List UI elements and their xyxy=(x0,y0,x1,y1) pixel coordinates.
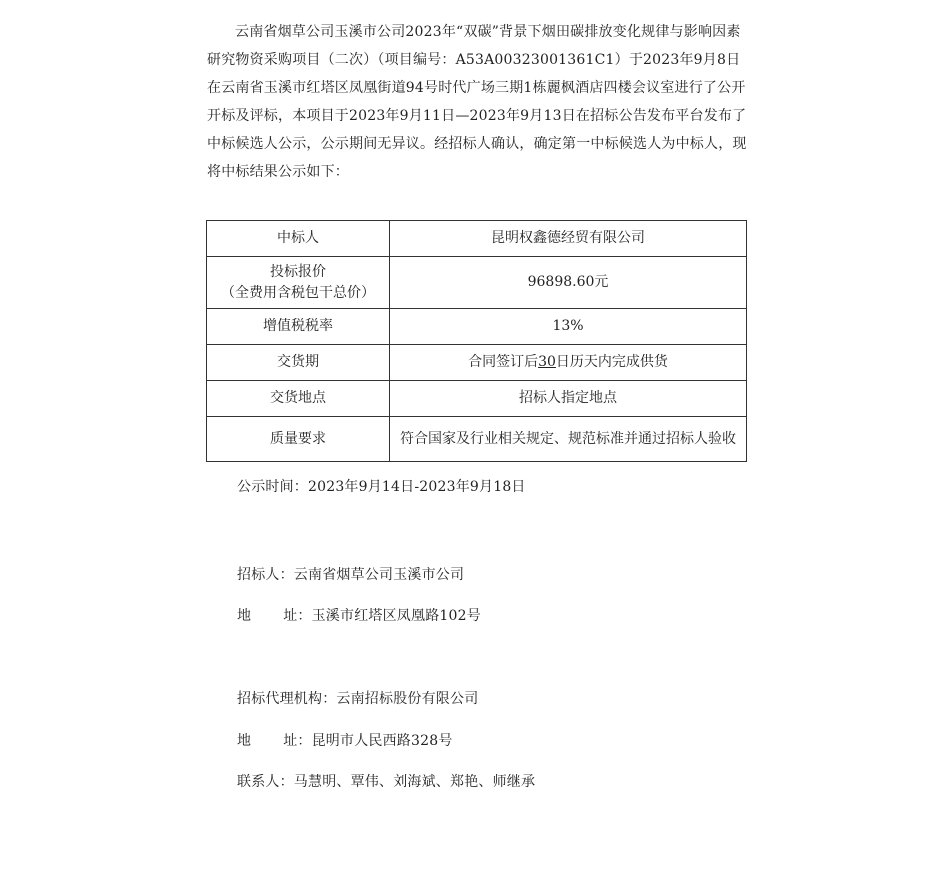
table-row xyxy=(207,345,747,381)
delivery-value xyxy=(390,345,747,381)
table-row xyxy=(207,257,747,309)
agency-address-value: 昆明市人民西路328号 xyxy=(311,733,453,749)
vat-value: 13% xyxy=(390,309,747,345)
delivery-label: 交货期 xyxy=(207,345,390,381)
agency-address xyxy=(237,730,453,750)
winner-value: 昆明权鑫德经贸有限公司 xyxy=(390,221,747,257)
table-row xyxy=(207,417,747,462)
place-label: 交货地点 xyxy=(207,381,390,417)
delivery-pre: 合同签订后 xyxy=(468,354,539,370)
price-label-line1: 投标报价 xyxy=(270,263,326,280)
agency-contacts: 联系人：马慧明、覃伟、刘海斌、郑艳、师继承 xyxy=(237,774,536,790)
place-value: 招标人指定地点 xyxy=(390,381,747,417)
addr-label-a: 地 xyxy=(237,608,252,624)
notice-time: 公示时间：2023年9月14日-2023年9月18日 xyxy=(237,479,526,495)
price-label xyxy=(207,257,390,309)
tenderer-name: 招标人：云南省烟草公司玉溪市公司 xyxy=(237,567,465,583)
addr-label-b: 址： xyxy=(283,733,312,749)
quality-label: 质量要求 xyxy=(207,417,390,462)
tenderer-address-value: 玉溪市红塔区凤凰路102号 xyxy=(311,608,481,624)
delivery-post: 日历天内完成供货 xyxy=(555,354,668,370)
addr-label-b: 址： xyxy=(283,608,312,624)
addr-label-a: 地 xyxy=(237,733,252,749)
price-value: 96898.60元 xyxy=(390,257,747,309)
vat-label: 增值税税率 xyxy=(207,309,390,345)
quality-value: 符合国家及行业相关规定、规范标准并通过招标人验收 xyxy=(390,417,747,462)
price-label-line2: （全费用含税包干总价） xyxy=(221,284,375,301)
table-row xyxy=(207,309,747,345)
result-table xyxy=(206,220,747,462)
agency-name: 招标代理机构：云南招标股份有限公司 xyxy=(237,691,479,707)
intro-paragraph: 云南省烟草公司玉溪市公司2023年“双碳”背景下烟田碳排放变化规律与影响因素研究物资采购项目（二次）（项目编号：A53A00323001361C1）于2023年9月8日在云南省玉溪市红塔区凤凰街道94号时代广场三期1栋麗枫酒店四楼会议室进行了公开开标及评标，本项目于2023年9月11日—2023年9月13日在招标公告发布平台发布了中标候选人公示，公示期间无异议。经招标人确认，确定第一中标候选人为中标人，现将中标结果公示如下： xyxy=(207,24,747,180)
delivery-days: 30 xyxy=(538,354,556,370)
winner-label: 中标人 xyxy=(207,221,390,257)
table-row xyxy=(207,381,747,417)
table-row xyxy=(207,221,747,257)
tenderer-address xyxy=(237,605,481,625)
